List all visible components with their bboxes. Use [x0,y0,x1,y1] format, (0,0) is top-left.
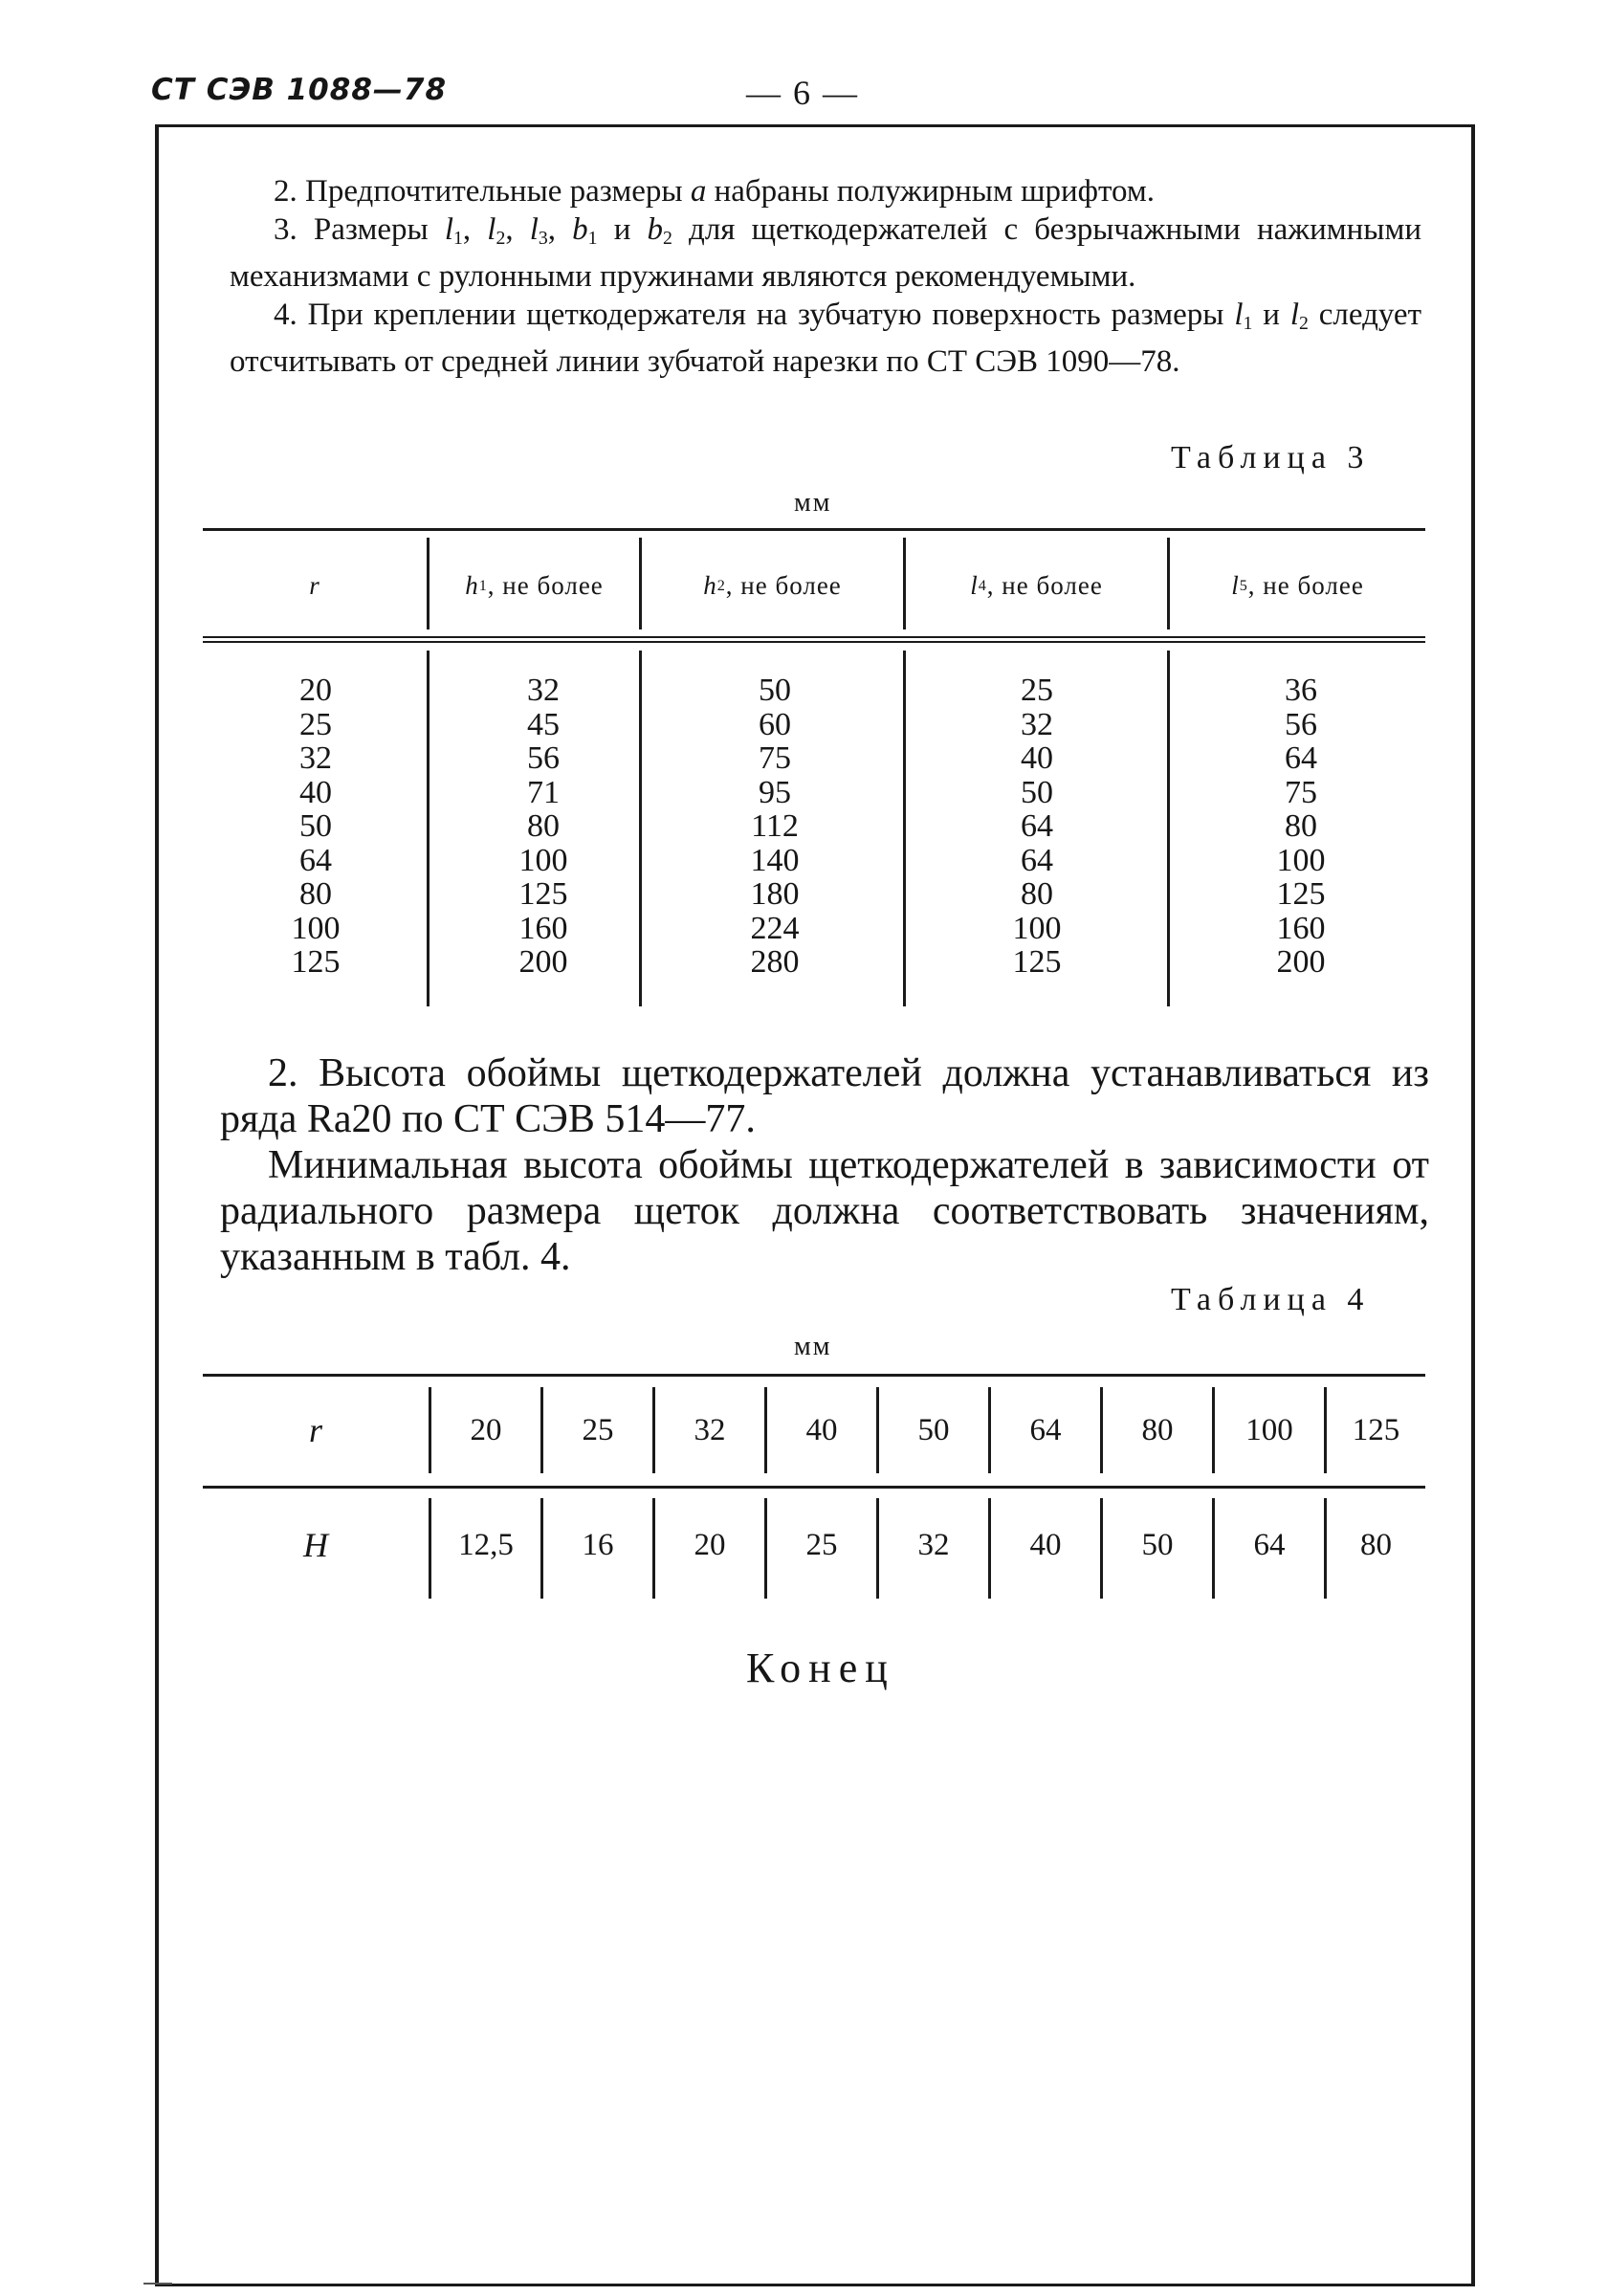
table-cell: 60 [759,706,791,742]
table-4-unit: мм [794,1332,832,1361]
table-cell: 25 [1021,673,1053,708]
table-cell: 56 [527,740,560,776]
table-cell: 20 [694,1527,726,1562]
table-3-column-l5 [1244,673,1358,980]
table-4-caption: Таблица 4 [1171,1282,1371,1317]
table-3-header-r: r [309,570,320,600]
table-cell: 64 [1021,808,1053,844]
table-cell: 32 [694,1412,726,1447]
table-cell: 32 [1021,706,1053,742]
table-cell: 20 [299,673,332,708]
table-cell: 50 [1021,774,1053,810]
table-cell: 50 [1141,1527,1174,1562]
table-3-header-rule-double [203,641,1425,643]
table-4-row-label-h: H [303,1526,328,1564]
table-3-header-l5: l 5 , не более [1231,570,1364,600]
table-cell: 125 [518,876,568,912]
table-3-vline [1167,651,1170,1006]
note-4: 4. При креплении щеткодержателя на зубчатую поверхность размеры $l_1$ и $l_2$ следует отсчитывать от средней линии зубчатой нарезки по СТ СЭВ 1090—78. [230,297,1422,379]
table-4 [203,1374,1425,1603]
table-cell: 36 [1285,673,1317,708]
section-2-text [220,1050,1429,1280]
scan-mark [143,2283,172,2285]
table-cell: 80 [1141,1412,1174,1447]
table-4-row-label-r: r [308,1411,322,1449]
table-cell: 12,5 [458,1527,514,1562]
table-cell: 75 [759,740,791,776]
table-cell: 160 [1276,910,1326,946]
table-cell: 32 [527,673,560,708]
document-code: СТ СЭВ 1088—78 [151,73,448,107]
table-cell: 75 [1285,774,1317,810]
table-cell: 50 [917,1412,950,1447]
table-cell: 140 [750,842,800,878]
table-cell: 112 [751,808,799,844]
table-cell: 100 [1245,1412,1293,1447]
table-cell: 125 [1012,944,1062,980]
notes-section [230,172,1421,381]
table-3-column-l4 [980,673,1094,980]
table-cell: 200 [518,944,568,980]
table-cell: 125 [291,944,341,980]
table-cell: 224 [750,910,800,946]
table-3-vline [903,651,906,1006]
table-cell: 280 [750,944,800,980]
table-cell: 64 [1285,740,1317,776]
table-cell: 125 [1276,876,1326,912]
table-3-unit: мм [794,488,832,518]
table-cell: 64 [1253,1527,1286,1562]
table-cell: 25 [299,706,332,742]
table-cell: 80 [1021,876,1053,912]
table-cell: 32 [917,1527,950,1562]
table-3-caption: Таблица 3 [1171,440,1371,475]
table-cell: 56 [1285,706,1317,742]
table-4-middle-rule [203,1486,1425,1489]
table-3-header-h2: h 2 , не более [703,570,842,600]
table-cell: 25 [582,1412,614,1447]
page-number: — 6 — [746,74,859,112]
table-cell: 45 [527,706,560,742]
table-3-column-h2 [717,673,832,980]
table-cell: 200 [1276,944,1326,980]
table-cell: 95 [759,774,791,810]
table-3 [203,528,1425,1006]
table-3-vline [639,651,642,1006]
table-cell: 32 [299,740,332,776]
table-cell: 100 [1012,910,1062,946]
table-cell: 25 [805,1527,838,1562]
table-cell: 125 [1352,1412,1400,1447]
table-cell: 180 [750,876,800,912]
table-cell: 64 [1029,1412,1062,1447]
table-cell: 100 [518,842,568,878]
table-cell: 50 [759,673,791,708]
table-4-top-rule [203,1374,1425,1377]
table-cell: 80 [527,808,560,844]
table-cell: 100 [291,910,341,946]
table-3-column-h1 [486,673,601,980]
table-3-top-rule [203,528,1425,531]
note-2: 2. Предпочтительные размеры a набраны полужирным шрифтом. [274,174,1156,209]
end-mark: Конец [746,1645,895,1691]
table-3-column-r [258,673,373,980]
table-cell: 50 [299,808,332,844]
table-cell: 160 [518,910,568,946]
table-cell: 40 [1029,1527,1062,1562]
table-cell: 71 [527,774,560,810]
table-cell: 80 [299,876,332,912]
table-3-header-h1: h 1 , не более [465,570,604,600]
table-cell: 80 [1360,1527,1392,1562]
table-cell: 40 [299,774,332,810]
table-cell: 40 [1021,740,1053,776]
table-cell: 64 [1021,842,1053,878]
table-3-header-l4: l 4 , не более [970,570,1103,600]
table-cell: 64 [299,842,332,878]
paragraph: Минимальная высота обоймы щеткодержателей в зависимости от радиального размера щеток должна соответствовать значениям, указанным в табл. 4. [220,1143,1429,1279]
paragraph: 2. Высота обоймы щеткодержателей должна устанавливаться из ряда Ra20 по СТ СЭВ 514—77. [220,1051,1429,1141]
note-3: 3. Размеры $l_1$, $l_2$, $l_3$, $b_1$ и $b_2$ для щеткодержателей с безрычажными нажимными механизмами с рулонными пружинами являются рекомендуемыми. [230,212,1422,294]
table-3-vline [427,651,430,1006]
table-cell: 20 [470,1412,502,1447]
table-3-header-rule [203,636,1425,638]
table-cell: 40 [805,1412,838,1447]
page-header [0,0,1608,124]
table-cell: 80 [1285,808,1317,844]
table-cell: 16 [582,1527,614,1562]
table-cell: 100 [1276,842,1326,878]
